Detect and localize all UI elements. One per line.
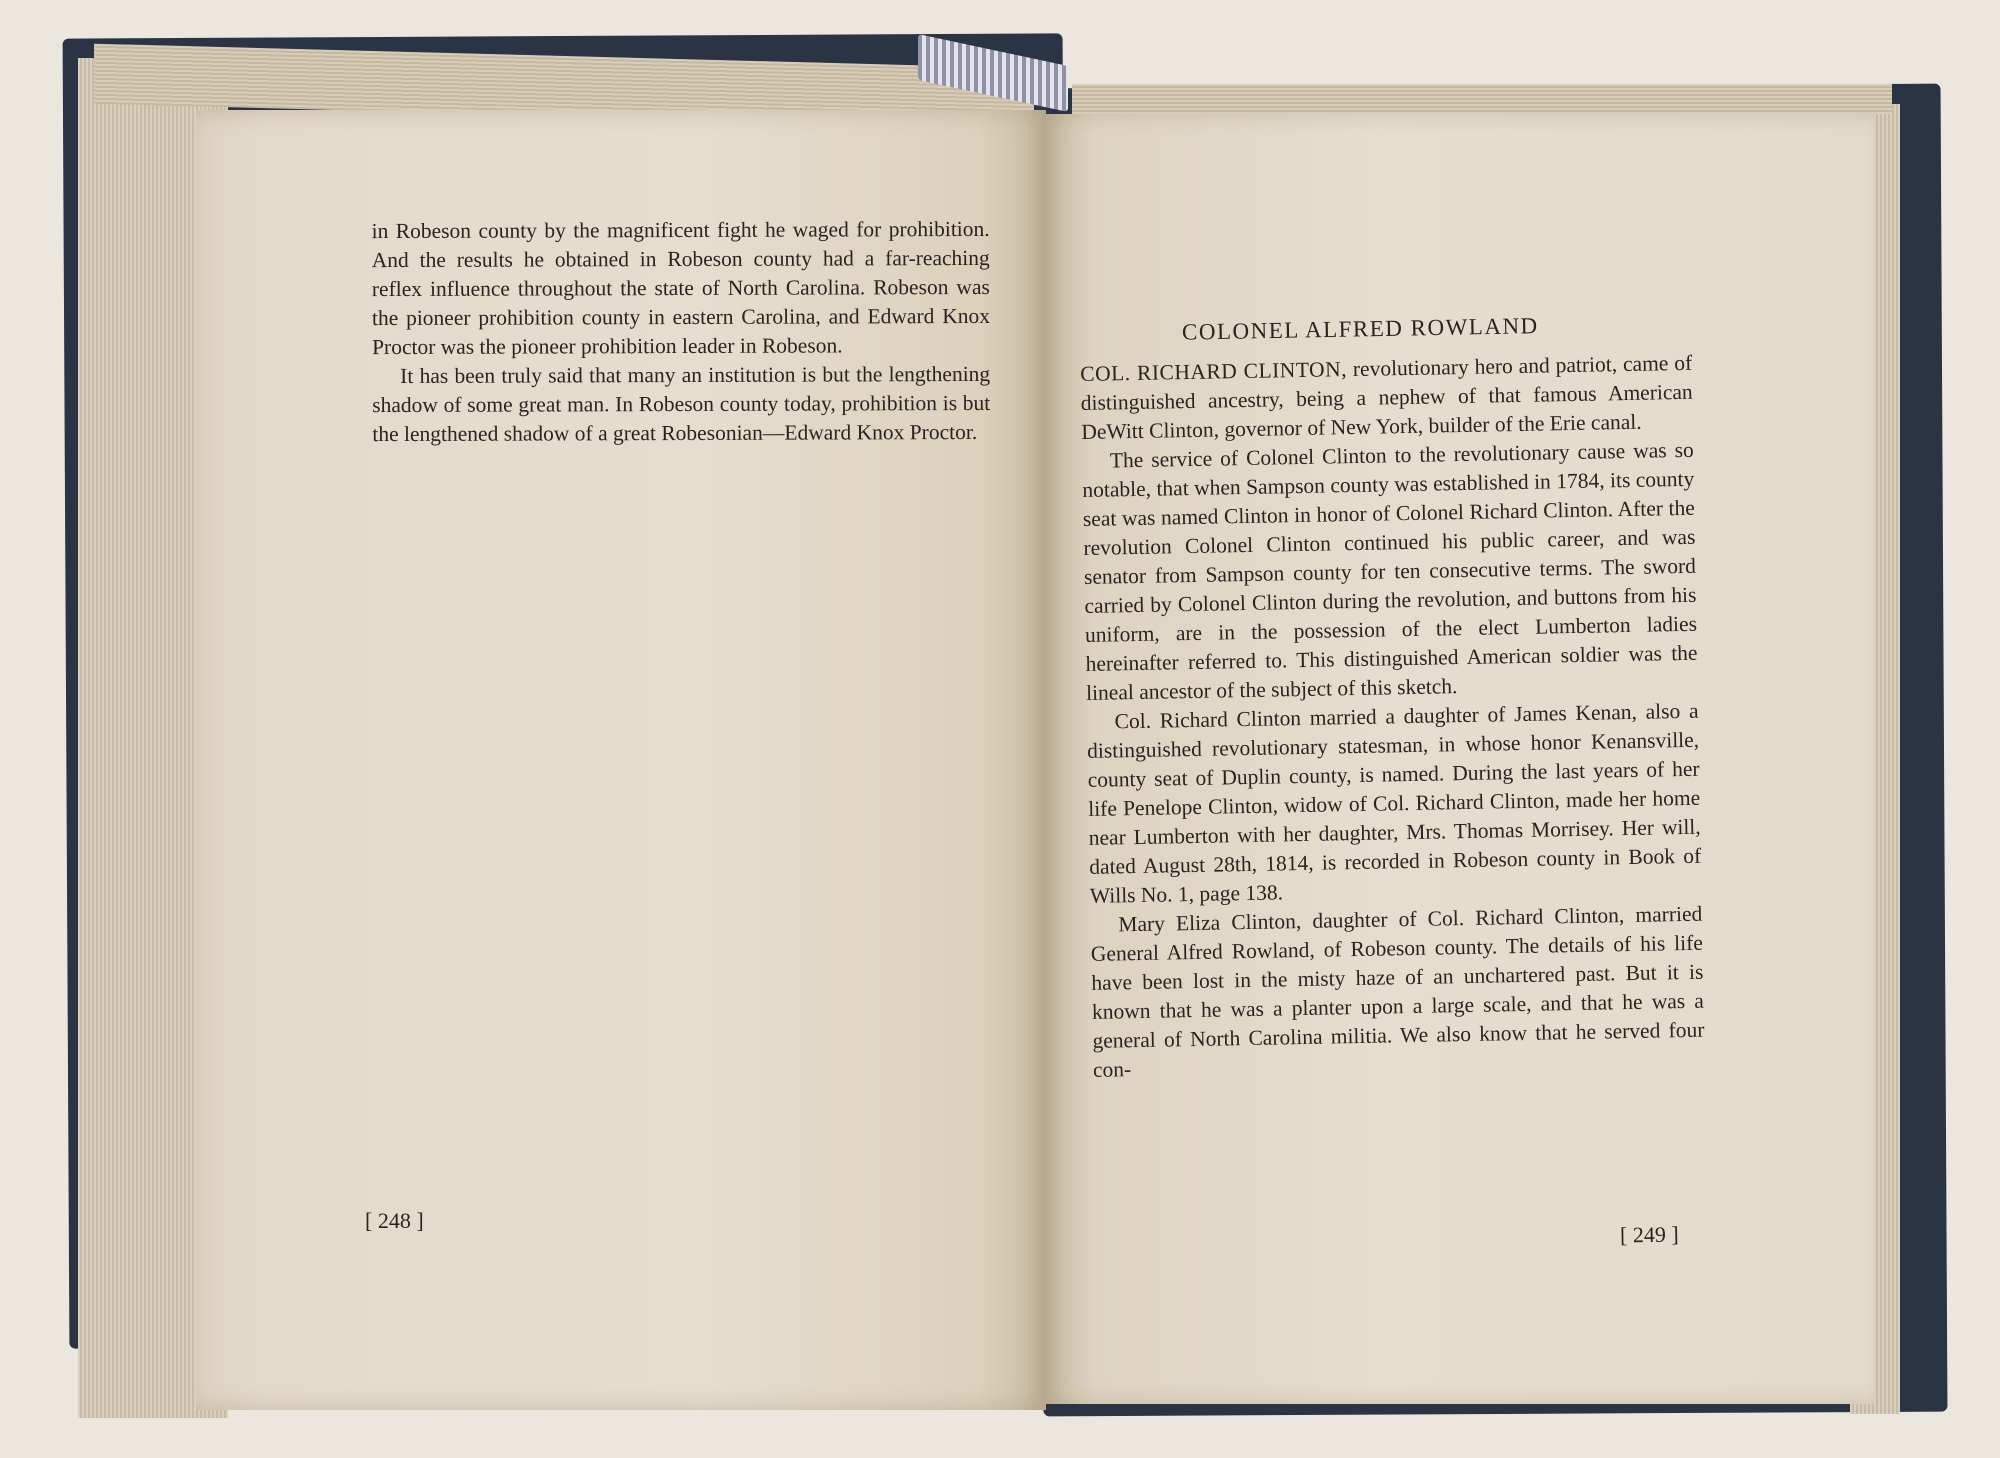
right-paragraph-1 (1080, 349, 1693, 447)
left-paragraph-2: It has been truly said that many an institution is but the lengthening shadow of some great man. In Robeson county today, prohibition is but the lengthened shadow of a great Robesonian—Edward Knox Proctor. (372, 361, 991, 447)
left-paragraph-1: in Robeson county by the magnificent fight he waged for prohibition. And the results he obtained in Robeson county had a far-reaching reflex influence throughout the state of North Carolina. Robeson was the pioneer prohibition county in eastern Carolina, and Edward Knox Proctor was the pioneer prohibition leader in Robeson. (371, 216, 990, 360)
page-number-right: [ 249 ] (1619, 1221, 1679, 1248)
right-paragraph-2: The service of Colonel Clinton to the revolutionary cause was so notable, that when Sampson county was established in 1784, its county seat was named Clinton in honor of Colonel Richard Clinton. After the revolution Colonel Clinton continued his public career, and was senator from Sampson county for ten consecutive terms. The sword carried by Colonel Clinton during the revolution, and buttons from his uniform, are in the possession of the elect Lumberton ladies hereinafter referred to. This distinguished American soldier was the lineal ancestor of the subject of this sketch. (1082, 437, 1698, 705)
left-page-text (372, 215, 991, 449)
page-edges-top-right (1072, 84, 1892, 114)
page-number-left: [ 248 ] (365, 1208, 424, 1233)
chapter-title: COLONEL ALFRED ROWLAND (1181, 313, 1539, 345)
right-paragraph-1-rest: revolutionary hero and patriot, came of distinguished ancestry, being a nephew of that famous American DeWitt Clinton, governor of New York, builder of the Erie canal. (1080, 350, 1693, 444)
right-paragraph-3: Col. Richard Clinton married a daughter of James Kenan, also a distinguished revolutionary statesman, in whose honor Kenansville, county seat of Duplin county, is named. During the last years of her life Penelope Clinton, widow of Col. Richard Clinton, made her home near Lumberton with her daughter, Mrs. Thomas Morrisey. Her will, dated August 28th, 1814, is recorded in Robeson county in Book of Wills No. 1, page 138. (1086, 698, 1702, 908)
right-page-text (1080, 349, 1705, 1085)
lead-in-name: COL. RICHARD CLINTON, (1080, 357, 1348, 386)
right-paragraph-4: Mary Eliza Clinton, daughter of Col. Richard Clinton, married General Alfred Rowland, of Robeson county. The details of his life have been lost in the misty haze of an unchartered past. But it is known that he was a planter upon a large scale, and that he was a general of North Carolina militia. We also know that he served four con- (1090, 901, 1705, 1082)
